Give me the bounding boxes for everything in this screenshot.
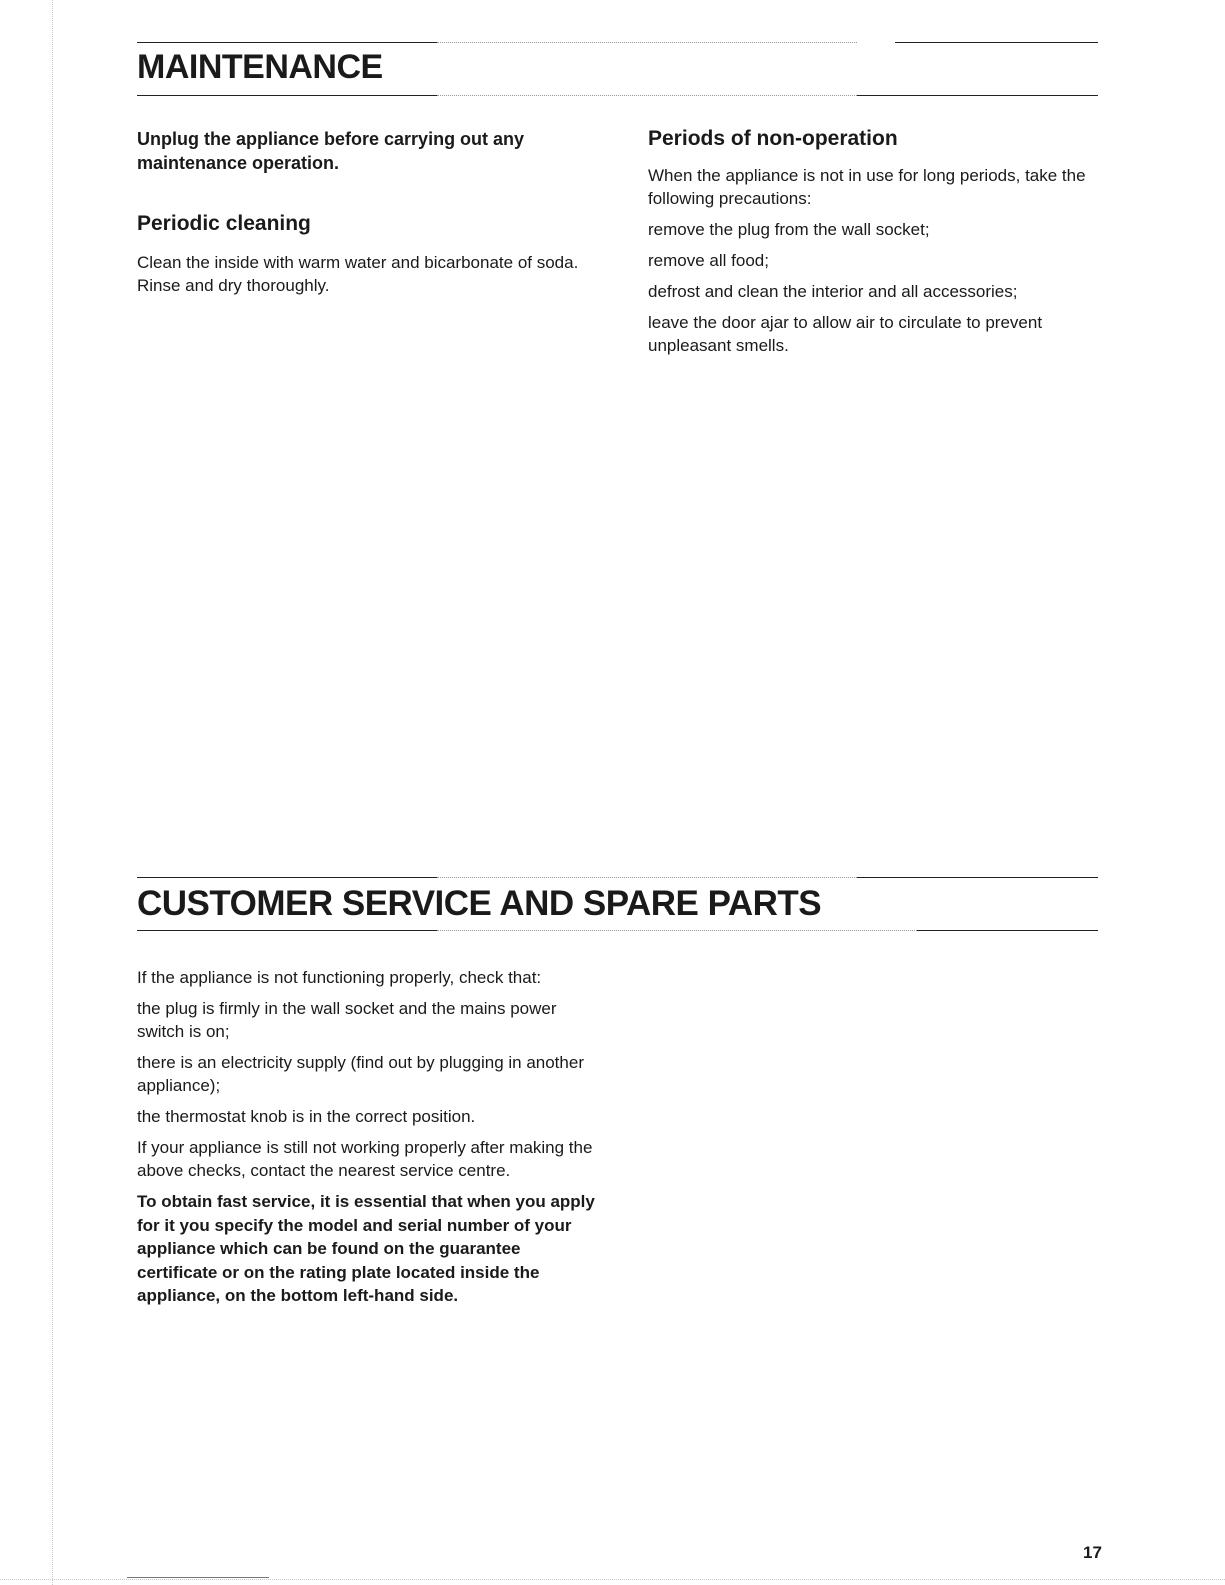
page-edge-left: [52, 0, 53, 1585]
page-edge-bottom: [0, 1579, 1225, 1580]
maintenance-left-column: [137, 127, 594, 297]
customer-service-top-rule: [137, 877, 437, 878]
maintenance-bottom-rule-right: [857, 95, 1098, 96]
customer-service-bottom-rule-right: [917, 930, 1098, 931]
customer-service-paragraph: If your appliance is still not working properly after making the above checks, contact the nearest service centre.: [137, 1138, 593, 1180]
maintenance-bottom-rule: [137, 95, 437, 96]
maintenance-title: MAINTENANCE: [137, 48, 383, 86]
maintenance-top-rule: [137, 42, 437, 43]
customer-service-check-item: the thermostat knob is in the correct position.: [137, 1107, 476, 1126]
customer-service-bottom-rule: [137, 930, 437, 931]
customer-service-column: [137, 966, 597, 1308]
scan-edge-mark: [127, 1577, 269, 1578]
maintenance-warning: Unplug the appliance before carrying out any maintenance operation.: [137, 129, 525, 173]
maintenance-right-column: [648, 126, 1108, 357]
customer-service-bottom-rule-faint: [437, 930, 917, 931]
periodic-cleaning-paragraph: Clean the inside with warm water and bicarbonate of soda.: [137, 253, 579, 272]
non-operation-item: remove all food;: [648, 251, 769, 270]
customer-service-important-note: To obtain fast service, it is essential that when you apply for it you specify the model and serial number of your appliance which can be found on the guarantee certificate or on the rating plate located inside the appliance, on the bottom left-hand side.: [137, 1192, 595, 1305]
customer-service-title: CUSTOMER SERVICE AND SPARE PARTS: [137, 884, 822, 923]
maintenance-top-rule-right: [895, 42, 1098, 43]
customer-service-check-item: the plug is firmly in the wall socket and the mains power switch is on;: [137, 999, 557, 1041]
non-operation-item: leave the door ajar to allow air to circulate to prevent unpleasant smells.: [648, 313, 1043, 355]
non-operation-heading: Periods of non-operation: [648, 127, 898, 150]
customer-service-top-rule-right: [857, 877, 1098, 878]
customer-service-paragraph: If the appliance is not functioning properly, check that:: [137, 968, 542, 987]
customer-service-top-rule-faint: [437, 877, 857, 878]
periodic-cleaning-heading: Periodic cleaning: [137, 212, 311, 235]
page-number: 17: [1083, 1543, 1102, 1562]
non-operation-item: defrost and clean the interior and all accessories;: [648, 282, 1018, 301]
non-operation-paragraph: When the appliance is not in use for long periods, take the following precautions:: [648, 166, 1086, 208]
non-operation-item: remove the plug from the wall socket;: [648, 220, 930, 239]
maintenance-bottom-rule-faint: [437, 95, 857, 96]
periodic-cleaning-paragraph: Rinse and dry thoroughly.: [137, 276, 330, 295]
maintenance-top-rule-faint: [437, 42, 857, 43]
customer-service-check-item: there is an electricity supply (find out by plugging in another appliance);: [137, 1053, 584, 1095]
